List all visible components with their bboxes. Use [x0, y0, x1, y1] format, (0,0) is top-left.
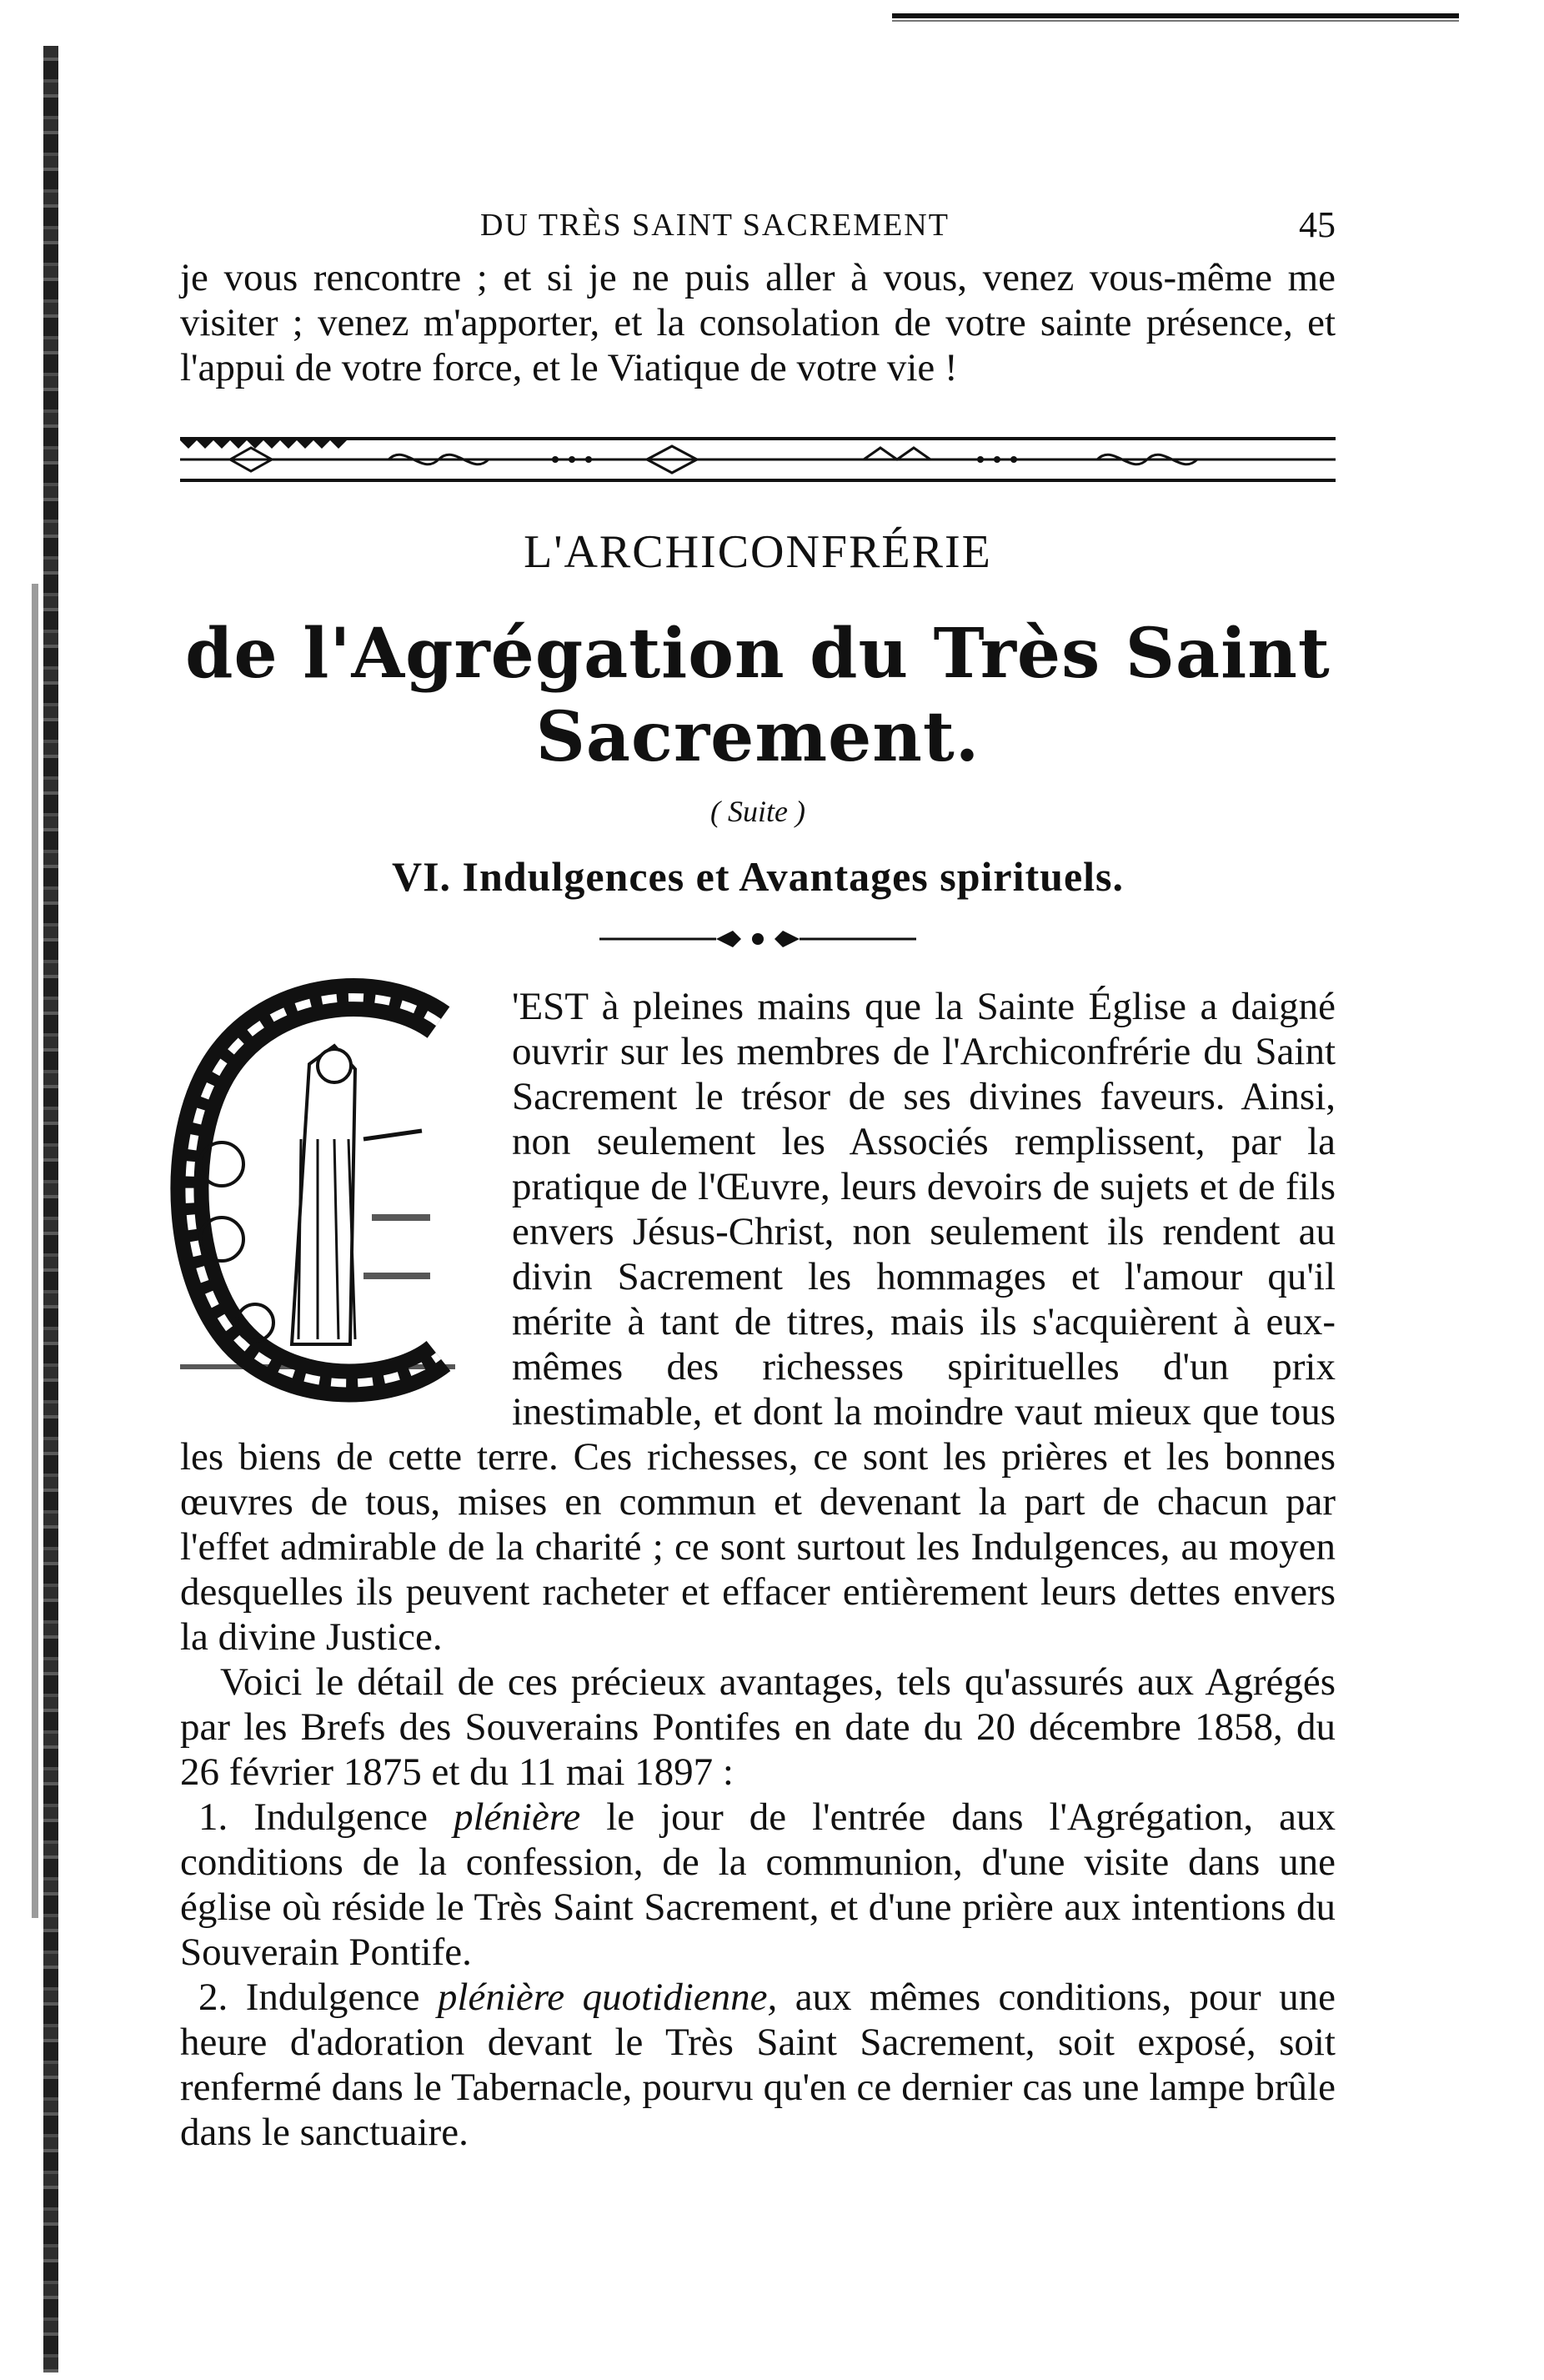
illuminated-initial-icon [163, 972, 497, 1406]
article-title: L'ARCHICONFRÉRIE [524, 526, 992, 578]
item-lead: Indulgence [253, 1795, 429, 1839]
item-text: le jour de l'entrée dans l'Agrégation, aux conditions de la confession, de la communion, d'une visite dans une église où réside le Très Saint Sacrement, et d'une prière aux intentions du Souverain Pontife. [180, 1795, 1336, 1974]
scan-binding-edge [43, 46, 58, 2372]
item-text: aux mêmes conditions, pour une heure d'adoration devant le Très Saint Sacrement, soit exposé, soit renfermé dans le Tabernacle, pourvu qu'en ce dernier cas une lampe brûle dans le sanctuaire. [180, 1976, 1336, 2154]
item-lead: Indulgence [245, 1976, 420, 2019]
item-emphasis: plénière [453, 1795, 581, 1839]
page-number: 45 [1299, 204, 1336, 245]
section-heading: VI. Indulgences et Avantages spirituels. [391, 853, 1124, 900]
body-second-paragraph: Voici le détail de ces précieux avantages, tels qu'assurés aux Agrégés par les Brefs des Souverains Pontifes en date du 20 décembre 1858, du 26 février 1875 et du 11 mai 1897 : [180, 1660, 1336, 1794]
intro-paragraph: je vous rencontre ; et si je ne puis aller à vous, venez vous-même me visiter ; venez m'apporter, et la consolation de votre sainte présence, et l'appui de votre force, et le Viatique de votre vie ! [180, 256, 1336, 389]
item-number: 2. [198, 1976, 228, 2019]
running-head [180, 197, 1336, 255]
list-item [180, 1795, 1336, 1975]
decorative-border-icon [180, 434, 1336, 485]
suite-label: ( Suite ) [710, 795, 805, 828]
scan-top-rule [892, 13, 1459, 18]
scan-shadow [32, 584, 38, 1918]
scan-top-rule-thin [892, 20, 1459, 22]
item-number: 1. [198, 1795, 228, 1839]
item-emphasis: plénière quotidienne, [437, 1976, 778, 2019]
fleuron-icon [599, 922, 916, 956]
list-item [180, 1975, 1336, 2155]
running-title: DU TRÈS SAINT SACREMENT [480, 208, 950, 243]
first-paragraph-text: 'EST à pleines mains que la Sainte Église a daigné ouvrir sur les membres de l'Archiconfrérie du Saint Sacrement le trésor de ses divines faveurs. Ainsi, non seulement les Associés remplissent, par la pratique de l'Œuvre, leurs devoirs de sujets et de fils envers Jésus-Christ, non seulement ils rendent au divin Sacrement les hommages et l'amour qu'il mérite à tant de titres, mais ils s'acquièrent à eux-mêmes des richesses spirituelles d'un prix inestimable, et dont la moindre vaut mieux que tous les biens de cette terre. Ces richesses, ce sont les prières et les bonnes œuvres de tous, mises en commun et devenant la part de chacun par l'effet admirable de la charité ; ce sont surtout les Indulgences, au moyen desquelles ils peuvent racheter et effacer entièrement leurs dettes envers la divine Justice. [180, 985, 1336, 1659]
book-page [180, 197, 1336, 2155]
article-subtitle: de l'Agrégation du Très Saint Sacrement. [185, 614, 1331, 777]
